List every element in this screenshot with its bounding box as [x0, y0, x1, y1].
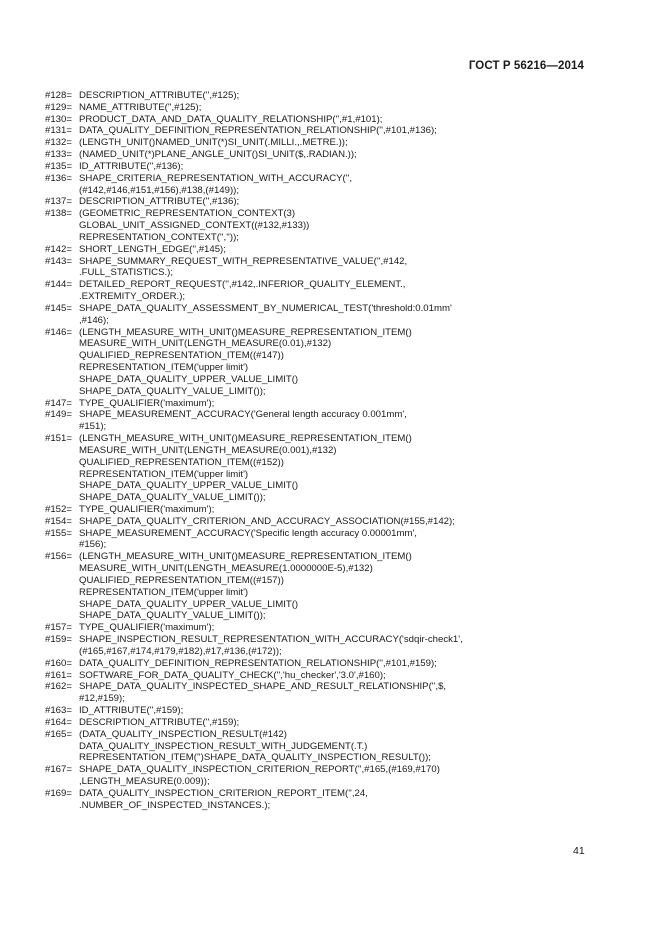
entry-line: (DATA_QUALITY_INSPECTION_RESULT(#142) — [79, 728, 287, 740]
entry-lines — [79, 764, 440, 788]
entry-lines — [79, 504, 214, 516]
entry-lines — [79, 303, 452, 327]
entry-line: DATA_QUALITY_INSPECTION_CRITERION_REPORT_ITEM('',24, — [79, 787, 368, 799]
entry-line: SHAPE_MEASUREMENT_ACCURACY('General length accuracy 0.001mm', — [79, 409, 407, 421]
step-entry — [45, 137, 463, 149]
entry-line: DATA_QUALITY_INSPECTION_RESULT_WITH_JUDGEMENT(.T.) — [79, 740, 368, 752]
entry-line: GLOBAL_UNIT_ASSIGNED_CONTEXT((#132,#133)) — [79, 220, 310, 232]
entry-id: #164= — [45, 716, 72, 728]
entry-line: SHAPE_DATA_QUALITY_INSPECTED_SHAPE_AND_RESULT_RELATIONSHIP('',$, — [79, 681, 447, 693]
entry-line: (LENGTH_MEASURE_WITH_UNIT()MEASURE_REPRESENTATION_ITEM() — [79, 433, 412, 445]
entry-id: #161= — [45, 669, 72, 681]
entry-lines — [79, 681, 446, 705]
entry-lines — [79, 528, 417, 552]
step-entry — [45, 409, 463, 433]
entry-line: SHAPE_DATA_QUALITY_UPPER_VALUE_LIMIT() — [79, 373, 299, 385]
step-entry — [45, 279, 463, 303]
entry-line: SHAPE_DATA_QUALITY_ASSESSMENT_BY_NUMERICAL_TEST('threshold:0.01mm' — [79, 302, 452, 314]
entry-line: (#142,#146,#151,#156),#138,(#149)); — [79, 184, 240, 196]
entry-lines — [79, 433, 412, 504]
entry-id: #136= — [45, 172, 72, 184]
entry-line: QUALIFIED_REPRESENTATION_ITEM((#152)) — [79, 456, 284, 468]
entry-id: #149= — [45, 409, 72, 421]
entry-line: ,LENGTH_MEASURE(0.009)); — [79, 776, 210, 788]
step-entry — [45, 303, 463, 327]
entry-line: MEASURE_WITH_UNIT(LENGTH_MEASURE(0.01),#132) — [79, 338, 332, 350]
entry-line: (GEOMETRIC_REPRESENTATION_CONTEXT(3) — [79, 208, 296, 220]
entry-line: SHAPE_DATA_QUALITY_UPPER_VALUE_LIMIT() — [79, 480, 299, 492]
entry-line: .FULL_STATISTICS.); — [79, 267, 173, 279]
entry-id: #159= — [45, 634, 72, 646]
step-entry — [45, 196, 463, 208]
entry-line: PRODUCT_DATA_AND_DATA_QUALITY_RELATIONSHIP('',#1,#101); — [79, 113, 383, 125]
entry-id: #130= — [45, 113, 72, 125]
entry-lines — [79, 658, 437, 670]
entry-id: #160= — [45, 657, 72, 669]
step-entry — [45, 173, 463, 197]
entry-id: #152= — [45, 503, 72, 515]
step-entry — [45, 764, 463, 788]
entry-line: SHAPE_DATA_QUALITY_VALUE_LIMIT()); — [79, 492, 266, 504]
entry-lines — [79, 244, 226, 256]
entry-line: DESCRIPTION_ATTRIBUTE('',#136); — [79, 196, 240, 208]
entry-line: DESCRIPTION_ATTRIBUTE('',#125); — [79, 90, 240, 101]
entry-line: SHORT_LENGTH_EDGE('',#145); — [79, 243, 226, 255]
entry-line: (LENGTH_MEASURE_WITH_UNIT()MEASURE_REPRESENTATION_ITEM() — [79, 551, 412, 563]
step-entry — [45, 256, 463, 280]
step-entry — [45, 551, 463, 622]
step-entry — [45, 705, 463, 717]
entry-line: TYPE_QUALIFIER('maximum'); — [79, 503, 215, 515]
entry-line: SHAPE_DATA_QUALITY_CRITERION_AND_ACCURACY_ASSOCIATION(#155,#142); — [79, 515, 455, 527]
entry-id: #147= — [45, 397, 72, 409]
step-entry — [45, 90, 463, 102]
entry-line: SHAPE_MEASUREMENT_ACCURACY('Specific length accuracy 0.00001mm', — [79, 527, 417, 539]
step-entry — [45, 244, 463, 256]
step-entry — [45, 208, 463, 243]
step-entry — [45, 681, 463, 705]
entry-line: (#165,#167,#174,#179,#182),#17,#136,(#172)); — [79, 645, 282, 657]
entry-id: #144= — [45, 279, 72, 291]
entry-id: #169= — [45, 787, 72, 799]
entry-line: .EXTREMITY_ORDER.); — [79, 291, 186, 303]
entry-lines — [79, 196, 239, 208]
step-entry — [45, 634, 463, 658]
step-entry — [45, 125, 463, 137]
entry-line: MEASURE_WITH_UNIT(LENGTH_MEASURE(0.001),#132) — [79, 444, 337, 456]
entry-id: #143= — [45, 255, 72, 267]
entry-id: #165= — [45, 728, 72, 740]
step-entry — [45, 528, 463, 552]
entry-line: DATA_QUALITY_DEFINITION_REPRESENTATION_RELATIONSHIP('',#101,#136); — [79, 125, 437, 137]
entry-lines — [79, 114, 382, 126]
entry-line: NAME_ATTRIBUTE('',#125); — [79, 101, 202, 113]
step-entry — [45, 788, 463, 812]
entry-id: #129= — [45, 101, 72, 113]
entry-line: REPRESENTATION_ITEM('upper limit') — [79, 468, 249, 480]
entry-lines — [79, 705, 183, 717]
entry-lines — [79, 409, 407, 433]
entry-lines — [79, 173, 352, 197]
entry-lines — [79, 717, 239, 729]
step-entry — [45, 149, 463, 161]
entry-line: ID_ATTRIBUTE('',#159); — [79, 705, 184, 717]
step-entry — [45, 114, 463, 126]
entry-line: (LENGTH_UNIT()NAMED_UNIT(*)SI_UNIT(.MILLI.,.METRE.)); — [79, 137, 348, 149]
entry-line: REPRESENTATION_ITEM('upper limit') — [79, 362, 249, 374]
entry-line: SHAPE_DATA_QUALITY_VALUE_LIMIT()); — [79, 385, 266, 397]
page-number: 41 — [573, 845, 585, 857]
step-entry — [45, 327, 463, 398]
entry-lines — [79, 551, 412, 622]
entry-id: #131= — [45, 125, 72, 137]
entry-line: DESCRIPTION_ATTRIBUTE('',#159); — [79, 716, 240, 728]
step-entry — [45, 729, 463, 764]
entry-id: #138= — [45, 208, 72, 220]
entry-line: SHAPE_DATA_QUALITY_UPPER_VALUE_LIMIT() — [79, 598, 299, 610]
entry-lines — [79, 327, 412, 398]
entry-lines — [79, 516, 455, 528]
entry-line: SOFTWARE_FOR_DATA_QUALITY_CHECK('','hu_checker','3.0',#160); — [79, 669, 386, 681]
step-entry — [45, 622, 463, 634]
entry-lines — [79, 137, 348, 149]
entry-id: #145= — [45, 302, 72, 314]
entry-lines — [79, 622, 214, 634]
entry-lines — [79, 729, 431, 764]
entry-line: QUALIFIED_REPRESENTATION_ITEM((#157)) — [79, 574, 284, 586]
step-entry — [45, 504, 463, 516]
entry-id: #157= — [45, 622, 72, 634]
entry-lines — [79, 149, 357, 161]
entry-id: #154= — [45, 515, 72, 527]
entry-line: (LENGTH_MEASURE_WITH_UNIT()MEASURE_REPRESENTATION_ITEM() — [79, 326, 412, 338]
step-entry — [45, 398, 463, 410]
entry-line: SHAPE_CRITERIA_REPRESENTATION_WITH_ACCURACY('', — [79, 172, 353, 184]
entry-line: SHAPE_DATA_QUALITY_VALUE_LIMIT()); — [79, 610, 266, 622]
entry-id: #142= — [45, 243, 72, 255]
entry-lines — [79, 90, 239, 102]
entry-id: #146= — [45, 326, 72, 338]
step-file-listing — [45, 90, 463, 812]
entry-lines — [79, 208, 309, 243]
entry-lines — [79, 279, 405, 303]
entry-lines — [79, 125, 437, 137]
entry-line: (NAMED_UNIT(*)PLANE_ANGLE_UNIT()SI_UNIT($,.RADIAN.)); — [79, 149, 357, 161]
step-entry — [45, 717, 463, 729]
entry-lines — [79, 398, 214, 410]
entry-id: #162= — [45, 681, 72, 693]
entry-lines — [79, 634, 463, 658]
step-entry — [45, 516, 463, 528]
document-header: ГОСТ Р 56216—2014 — [468, 60, 584, 72]
entry-line: MEASURE_WITH_UNIT(LENGTH_MEASURE(1.0000000E-5),#132) — [79, 563, 373, 575]
entry-id: #156= — [45, 551, 72, 563]
entry-line: #151); — [79, 421, 107, 433]
entry-line: REPRESENTATION_ITEM('')SHAPE_DATA_QUALITY_INSPECTION_RESULT()); — [79, 752, 431, 764]
entry-id: #137= — [45, 196, 72, 208]
entry-id: #135= — [45, 160, 72, 172]
entry-line: QUALIFIED_REPRESENTATION_ITEM((#147)) — [79, 350, 284, 362]
entry-lines — [79, 161, 183, 173]
entry-id: #163= — [45, 705, 72, 717]
step-entry — [45, 658, 463, 670]
entry-line: REPRESENTATION_CONTEXT('','')); — [79, 231, 239, 243]
entry-lines — [79, 670, 386, 682]
entry-line: ,#146); — [79, 314, 109, 326]
entry-line: DATA_QUALITY_DEFINITION_REPRESENTATION_RELATIONSHIP('',#101,#159); — [79, 657, 437, 669]
entry-line: SHAPE_SUMMARY_REQUEST_WITH_REPRESENTATIVE_VALUE('',#142, — [79, 255, 408, 267]
entry-id: #167= — [45, 764, 72, 776]
entry-line: SHAPE_DATA_QUALITY_INSPECTION_CRITERION_REPORT('',#165,(#169,#170) — [79, 764, 440, 776]
entry-id: #132= — [45, 137, 72, 149]
entry-line: TYPE_QUALIFIER('maximum'); — [79, 622, 215, 634]
entry-id: #155= — [45, 527, 72, 539]
entry-lines — [79, 256, 407, 280]
entry-id: #128= — [45, 90, 72, 101]
step-entry — [45, 102, 463, 114]
entry-id: #151= — [45, 433, 72, 445]
entry-line: #156); — [79, 539, 107, 551]
step-entry — [45, 670, 463, 682]
entry-id: #133= — [45, 149, 72, 161]
entry-line: DETAILED_REPORT_REQUEST('',#142,.INFERIOR_QUALITY_ELEMENT., — [79, 279, 406, 291]
entry-line: ID_ATTRIBUTE('',#136); — [79, 160, 184, 172]
entry-line: #12,#159); — [79, 693, 125, 705]
entry-line: TYPE_QUALIFIER('maximum'); — [79, 397, 215, 409]
step-entry — [45, 161, 463, 173]
entry-line: REPRESENTATION_ITEM('upper limit') — [79, 586, 249, 598]
entry-line: SHAPE_INSPECTION_RESULT_REPRESENTATION_WITH_ACCURACY('sdqir-check1', — [79, 634, 463, 646]
entry-lines — [79, 102, 201, 114]
entry-line: .NUMBER_OF_INSPECTED_INSTANCES.); — [79, 799, 271, 811]
entry-lines — [79, 788, 368, 812]
step-entry — [45, 433, 463, 504]
